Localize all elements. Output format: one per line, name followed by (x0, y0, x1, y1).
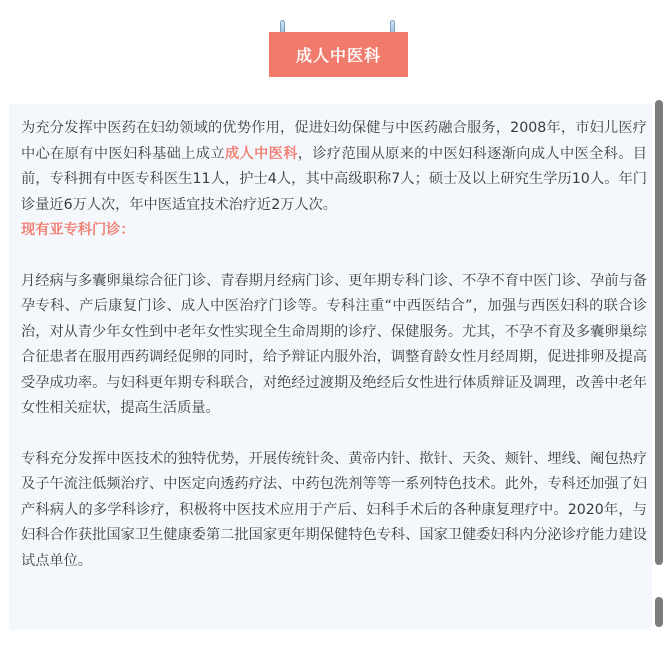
scrollbar[interactable] (655, 100, 663, 628)
department-highlight: 成人中医科 (224, 145, 298, 162)
content-body (21, 116, 647, 574)
subspecialty-heading: 现有亚专科门诊： (21, 222, 135, 238)
intro-text-1: 为充分发挥中医药在妇幼领域的优势作用，促进妇幼保健与中医药融合服务，2008年，市妇儿医疗中心在原有中医妇科基础上成立 (21, 120, 647, 162)
content-panel (9, 104, 652, 630)
scrollbar-thumb-lower[interactable] (655, 597, 663, 627)
intro-text-2: ，诊疗范围从原来的中医妇科逐渐向成人中医全科。目前，专科拥有中医专科医生11人，护士4人，其中高级职称7人；硕士及以上研究生学历10人。年门诊量近6万人次，年中医适宜技术治疗近2万人次。 (21, 145, 647, 213)
intro-paragraph (21, 116, 647, 218)
title-banner (269, 20, 408, 78)
subspecialty-paragraph: 月经病与多囊卵巢综合征门诊、青春期月经病门诊、更年期专科门诊、不孕不育中医门诊、孕前与备孕专科、产后康复门诊、成人中医治疗门诊等。专科注重“中西医结合”，加强与西医妇科的联合诊治，对从青少年女性到中老年女性实现全生命周期的诊疗、保健服务。尤其，不孕不育及多囊卵巢综合征患者在服用西药调经促卵的同时，给予辩证内服外治，调整育龄女性月经周期，促进排卵及提高受孕成功率。与妇科更年期专科联合，对绝经过渡期及绝经后女性进行体质辩证及调理，改善中老年女性相关症状，提高生活质量。 (21, 272, 647, 416)
techniques-paragraph: 专科充分发挥中医技术的独特优势，开展传统针灸、黄帝内针、揿针、天灸、颊针、埋线、阉包热疗及子午流注低频治疗、中医定向透药疗法、中药包洗剂等等一系列特色技术。此外，专科还加强了妇产科病人的多学科诊疗，积极将中医技术应用于产后、妇科手术后的各种康复理疗中。2020年，与妇科合作获批国家卫生健康委第二批国家更年期保健特色专科、国家卫健委妇科内分泌诊疗能力建设试点单位。 (21, 450, 647, 569)
scrollbar-thumb[interactable] (655, 100, 663, 565)
page-title: 成人中医科 (269, 32, 408, 77)
